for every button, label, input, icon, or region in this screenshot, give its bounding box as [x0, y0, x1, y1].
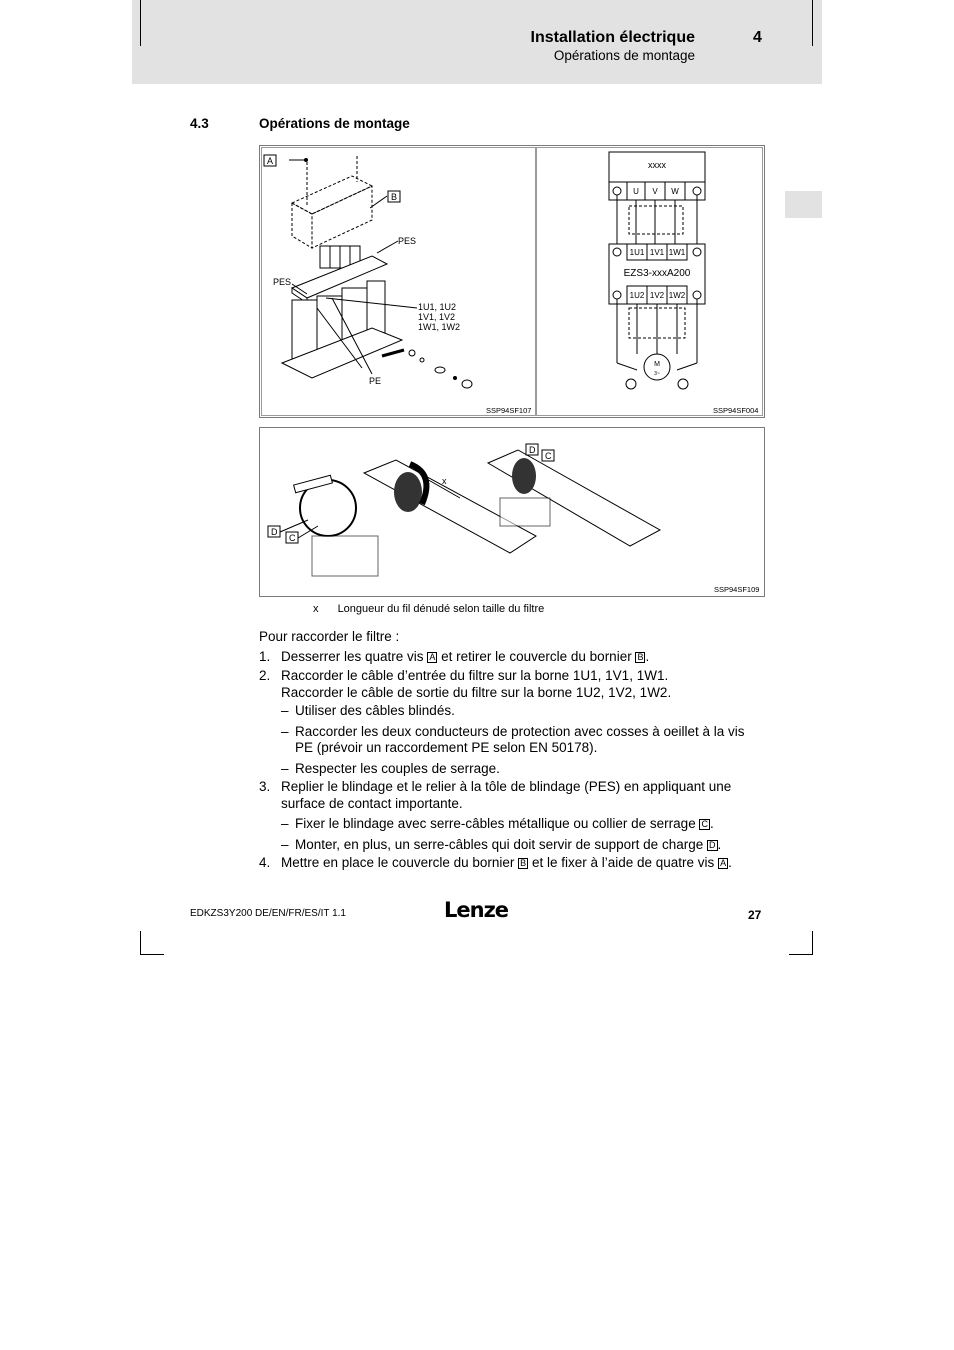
step-2-dash-2: – Raccorder les deux conducteurs de protection avec cosses à oeillet à la vis PE (prévoir un raccordement PE selon EN 50178). [281, 723, 745, 755]
chapter-tab [785, 191, 822, 218]
terminal-w: W [671, 187, 679, 196]
motor-phase: 3~ [654, 371, 660, 377]
figure2-code: SSP94SF004 [713, 406, 759, 415]
filter-out-u: 1U2 [629, 291, 645, 300]
shield-clamp-drawing [260, 428, 764, 596]
chapter-number: 4 [753, 29, 762, 46]
terminal-v: V [652, 187, 658, 196]
filter-out-w: 1W2 [668, 291, 686, 300]
label-terminals-w: 1W1, 1W2 [418, 322, 461, 332]
legend-symbol: x [313, 603, 319, 615]
crop-mark [812, 931, 813, 955]
crop-mark [812, 0, 813, 46]
header-band [132, 0, 822, 84]
label-a: A [267, 156, 274, 166]
figure3-code: SSP94SF109 [714, 585, 760, 594]
section-title: Opérations de montage [259, 116, 410, 131]
label-x: x [442, 476, 447, 486]
figure-legend [313, 603, 560, 615]
section-number: 4.3 [190, 116, 209, 131]
figure-top-frame [259, 145, 765, 418]
wiring-diagram [537, 148, 762, 415]
figure-wiring-panel [536, 147, 763, 416]
drive-label: xxxx [648, 160, 666, 170]
filter-out-v: 1V2 [649, 291, 665, 300]
label-d-right: D [529, 445, 536, 455]
step-3-dash-1: – Fixer le blindage avec serre-câbles métallique ou collier de serrage C . [281, 816, 714, 831]
filter-name: EZS3-xxxA200 [623, 268, 691, 279]
filter-in-w: 1W1 [668, 248, 686, 257]
filter-assembly-drawing [262, 148, 535, 415]
filter-in-v: 1V1 [649, 248, 665, 257]
label-pes-top: PES [398, 236, 417, 246]
figure-assembly-panel [261, 147, 536, 416]
label-terminals-v: 1V1, 1V2 [418, 312, 456, 322]
figure-bottom-frame [259, 427, 765, 597]
step-2: 2. Raccorder le câble d’entrée du filtre sur la borne 1U1, 1V1, 1W1. Raccorder le câble de sortie du filtre sur la borne 1U2, 1V2, 1W2. [259, 668, 672, 700]
label-d-left: D [271, 527, 278, 537]
terminal-u: U [633, 187, 639, 196]
crop-mark [140, 0, 141, 46]
figure1-code: SSP94SF107 [486, 406, 532, 415]
header-subtitle: Opérations de montage [553, 48, 695, 63]
legend-text: Longueur du fil dénudé selon taille du filtre [337, 603, 545, 615]
label-terminals-u: 1U1, 1U2 [418, 302, 457, 312]
intro-text: Pour raccorder le filtre : [259, 629, 400, 644]
label-pes-left: PES [273, 277, 292, 287]
step-4: 4. Mettre en place le couvercle du bornier B et le fixer à l’aide de quatre vis A . [259, 855, 732, 870]
motor-label: M [654, 361, 660, 368]
instructions [259, 629, 759, 872]
step-2-dash-3: – Respecter les couples de serrage. [281, 760, 500, 776]
crop-mark [140, 954, 164, 955]
label-c-left: C [289, 533, 296, 543]
page-number: 27 [748, 908, 762, 922]
step-3: 3. Replier le blindage et le relier à la tôle de blindage (PES) en appliquant une surface de contact importante. [259, 779, 732, 811]
step-2-dash-1: – Utiliser des câbles blindés. [281, 703, 455, 718]
step-1: 1. Desserrer les quatre vis A et retirer le couvercle du bornier B . [259, 648, 650, 664]
document-id: EDKZS3Y200 DE/EN/FR/ES/IT 1.1 [190, 908, 346, 919]
filter-in-u: 1U1 [629, 248, 645, 257]
crop-mark [789, 954, 813, 955]
crop-mark [140, 931, 141, 955]
label-b: B [391, 192, 398, 202]
brand-logo: Lenze [444, 898, 509, 922]
header-title: Installation électrique [530, 29, 695, 46]
label-pe: PE [369, 376, 382, 386]
step-3-dash-2: – Monter, en plus, un serre-câbles qui doit servir de support de charge D . [281, 836, 722, 852]
label-c-right: C [545, 451, 552, 461]
